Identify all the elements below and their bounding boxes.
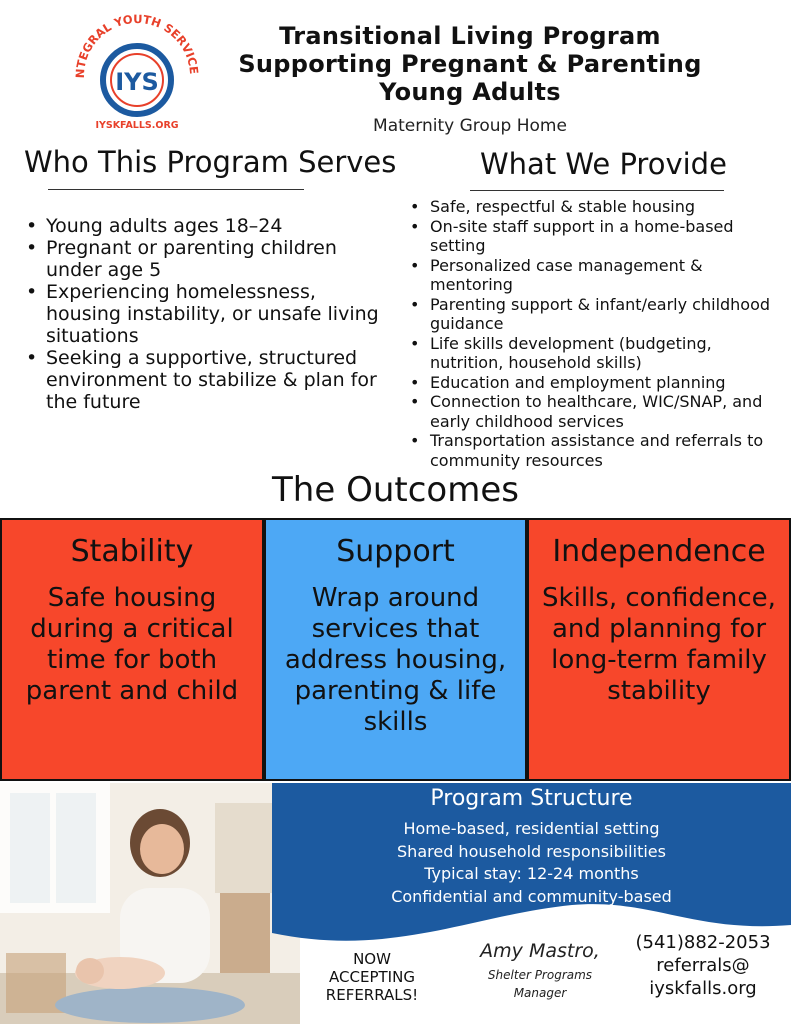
outcome-body: Wrap around services that address housing, parenting & life skills [284,583,507,737]
list-item: • Connection to healthcare, WIC/SNAP, and early childhood services [408,392,778,431]
logo-url: IYSKFALLS.ORG [95,120,179,131]
outcome-body: Safe housing during a critical time for both parent and child [25,583,239,706]
program-structure-heading: Program Structure [430,786,633,811]
email-line[interactable]: referrals@ [656,955,750,976]
now-line: ACCEPTING [329,968,415,986]
contact-role [470,966,610,1002]
list-item: • Education and employment planning [408,373,778,393]
mother-baby-photo [0,783,300,1024]
list-item: • Safe, respectful & stable housing [408,197,778,217]
outcomes-heading: The Outcomes [272,470,519,510]
outcome-independence [527,518,791,781]
outcome-stability [0,518,264,781]
serves-list [24,215,384,413]
outcome-support [264,518,527,781]
list-item: Confidential and community-based [391,886,672,906]
outcome-body: Skills, confidence, and planning for long-term family stability [542,583,776,706]
title-line-2: Supporting Pregnant & Parenting [238,50,702,78]
contact-details [618,931,788,1000]
list-item: • Young adults ages 18–24 [24,215,384,237]
phone-number[interactable]: (541)882-2053 [635,932,771,953]
serves-rule [48,189,304,190]
role-line: Shelter Programs [487,968,593,982]
outcome-title: Independence [552,534,766,569]
list-item: Shared household responsibilities [397,841,666,861]
list-item: • Parenting support & infant/early childhood guidance [408,295,778,334]
provide-list [408,197,778,470]
provide-rule [470,190,724,191]
list-item: • Experiencing homelessness, housing instability, or unsafe living situations [24,281,384,347]
subtitle: Maternity Group Home [373,116,567,136]
contact-name: Amy Mastro, [480,940,600,962]
logo-initials: IYS [115,68,159,96]
list-item: • Pregnant or parenting children under age 5 [24,237,384,281]
outcome-title: Support [336,534,455,569]
provide-heading: What We Provide [480,147,727,181]
now-accepting [312,950,432,1004]
email-line[interactable]: iyskfalls.org [649,978,757,999]
program-structure-list [272,818,791,908]
logo-arc-textpath: NTEGRAL YOUTH SERVICE [72,14,202,79]
photo-illustration [0,783,300,1024]
list-item: • Transportation assistance and referrals to community resources [408,431,778,470]
list-item: • On-site staff support in a home-based setting [408,217,778,256]
logo-graphic [62,14,212,134]
outcome-title: Stability [70,534,194,569]
role-line: Manager [513,986,567,1000]
list-item: Home-based, residential setting [403,819,660,838]
title-line-1: Transitional Living Program [279,22,661,50]
list-item: • Personalized case management & mentoring [408,256,778,295]
title-line-3: Young Adults [379,78,561,106]
list-item: • Seeking a supportive, structured environment to stabilize & plan for the future [24,347,384,413]
now-line: REFERRALS! [325,986,419,1004]
org-logo [62,14,212,134]
header [215,22,725,136]
serves-heading: Who This Program Serves [24,145,397,179]
list-item: Typical stay: 12-24 months [424,864,639,883]
list-item: • Life skills development (budgeting, nutrition, household skills) [408,334,778,373]
now-line: NOW [353,950,391,968]
